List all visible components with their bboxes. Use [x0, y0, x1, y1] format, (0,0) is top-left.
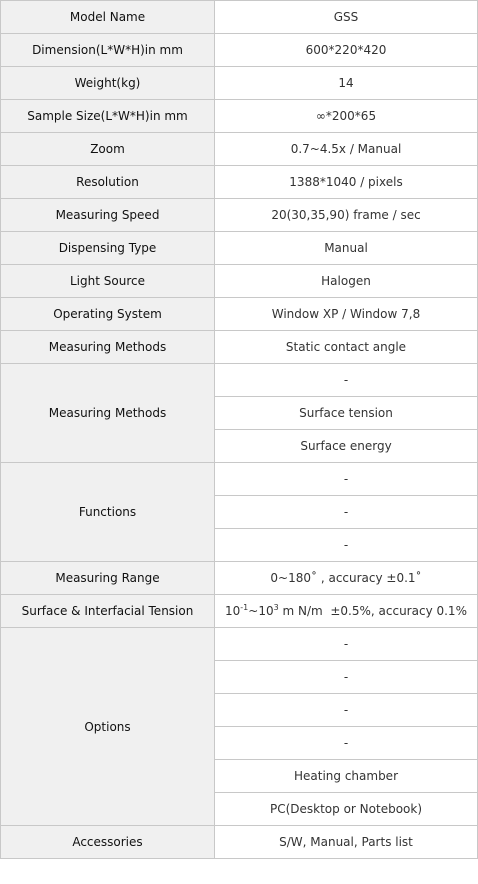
option-value: Heating chamber: [215, 760, 478, 793]
table-row: [1, 562, 478, 595]
table-row: [1, 232, 478, 265]
table-row: [1, 34, 478, 67]
table-row: [1, 199, 478, 232]
row-value: GSS: [215, 1, 478, 34]
option-value: -: [215, 628, 478, 661]
table-row: [1, 100, 478, 133]
table-row: [1, 331, 478, 364]
measuring-range-value: 0~180˚ , accuracy ±0.1˚: [215, 562, 478, 595]
row-label: Light Source: [1, 265, 215, 298]
table-row: [1, 595, 478, 628]
option-value: -: [215, 727, 478, 760]
tension-base: 10: [225, 604, 241, 618]
row-value: 20(30,35,90) frame / sec: [215, 199, 478, 232]
accessories-label: Accessories: [1, 826, 215, 859]
measuring-method-value: -: [215, 364, 478, 397]
row-label: Sample Size(L*W*H)in mm: [1, 100, 215, 133]
option-value: -: [215, 694, 478, 727]
table-row: [1, 67, 478, 100]
tension-value: [215, 595, 478, 628]
table-row: [1, 1, 478, 34]
function-value: -: [215, 496, 478, 529]
row-value: Manual: [215, 232, 478, 265]
option-value: PC(Desktop or Notebook): [215, 793, 478, 826]
measuring-methods-label: Measuring Methods: [1, 364, 215, 463]
tension-rest: m N/m ±0.5%, accuracy 0.1%: [278, 604, 467, 618]
row-label: Resolution: [1, 166, 215, 199]
row-value: Window XP / Window 7,8: [215, 298, 478, 331]
measuring-method-value: Surface energy: [215, 430, 478, 463]
row-label: Weight(kg): [1, 67, 215, 100]
row-label: Operating System: [1, 298, 215, 331]
row-value: 1388*1040 / pixels: [215, 166, 478, 199]
row-value: Halogen: [215, 265, 478, 298]
table-row: [1, 298, 478, 331]
table-row: [1, 133, 478, 166]
row-label: Measuring Methods: [1, 331, 215, 364]
table-row: [1, 826, 478, 859]
options-label: Options: [1, 628, 215, 826]
row-label: Zoom: [1, 133, 215, 166]
row-label: Dispensing Type: [1, 232, 215, 265]
measuring-method-value: Surface tension: [215, 397, 478, 430]
table-row: [1, 166, 478, 199]
measuring-range-label: Measuring Range: [1, 562, 215, 595]
row-label: Dimension(L*W*H)in mm: [1, 34, 215, 67]
function-value: -: [215, 463, 478, 496]
row-label: Measuring Speed: [1, 199, 215, 232]
row-value: 600*220*420: [215, 34, 478, 67]
tension-exponent-high: 3: [273, 603, 279, 612]
function-value: -: [215, 529, 478, 562]
row-value: Static contact angle: [215, 331, 478, 364]
tension-separator: ~10: [248, 604, 274, 618]
table-row: [1, 628, 478, 661]
row-label: Model Name: [1, 1, 215, 34]
table-row: [1, 463, 478, 496]
table-row: [1, 364, 478, 397]
table-row: [1, 265, 478, 298]
row-value: ∞*200*65: [215, 100, 478, 133]
tension-label: Surface & Interfacial Tension: [1, 595, 215, 628]
accessories-value: S/W, Manual, Parts list: [215, 826, 478, 859]
row-value: 0.7~4.5x / Manual: [215, 133, 478, 166]
functions-label: Functions: [1, 463, 215, 562]
tension-exponent-low: -1: [240, 603, 249, 612]
row-value: 14: [215, 67, 478, 100]
option-value: -: [215, 661, 478, 694]
